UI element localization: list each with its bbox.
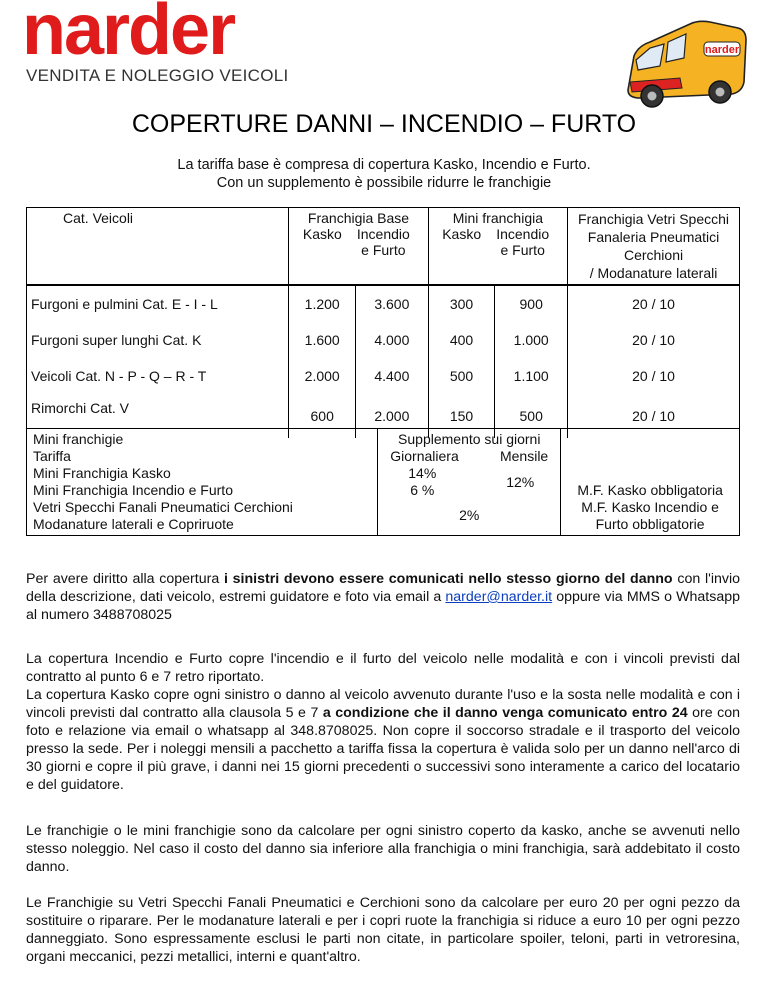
row-base-kasko: 1.200: [289, 285, 356, 322]
mini-vetri-label-1: Vetri Specchi Fanali Pneumatici Cerchioni: [33, 499, 293, 515]
row-category: Furgoni e pulmini Cat. E - I - L: [27, 285, 289, 322]
p1-text-a: Per avere diritto alla copertura: [26, 571, 224, 587]
header-franchigia-base-label: Franchigia Base: [307, 210, 410, 226]
pct-kasko: 14%: [408, 465, 437, 481]
row-mini-kasko: 400: [428, 322, 495, 358]
header-mini-incendio-1: Incendio: [496, 226, 550, 242]
mini-tariffa: Tariffa: [33, 448, 71, 464]
brand-tagline: VENDITA E NOLEGGIO VEICOLI: [26, 66, 289, 85]
row-mini-kasko: 500: [428, 358, 495, 394]
pct-mensile: 12%: [506, 474, 535, 490]
header-base-incendio-1: Incendio: [356, 226, 410, 242]
paragraph-comunicazione: [26, 570, 740, 624]
p1-text-c: oppure via MMS o Whatsapp al numero 3488708025: [26, 589, 740, 623]
mini-table-row: [27, 429, 740, 536]
header-vetri: [568, 208, 740, 286]
header-base-incendio: [351, 226, 415, 258]
note-incendio-1: M.F. Kasko Incendio e: [581, 499, 719, 515]
p2-text-b: La copertura Kasko copre ogni sinistro o danno al veicolo avvenuto durante l'uso e la sosta nelle modalità e con i vincoli previsti dal contratto alla clausola 5 e 7: [26, 687, 740, 721]
mini-left-column: [27, 429, 378, 536]
row-base-incendio: 3.600: [356, 285, 429, 322]
supplement-mensile: Mensile: [499, 448, 549, 464]
row-mini-incendio: 1.000: [495, 322, 568, 358]
header-mini-incendio: [491, 226, 555, 258]
supplement-title: Supplemento sui giorni: [398, 431, 541, 447]
intro-line-1: La tariffa base è compresa di copertura Kasko, Incendio e Furto.: [177, 157, 591, 173]
header-vetri-4: / Modanature laterali: [589, 265, 718, 281]
p1-text-b: con l'invio della descrizione, dati veicolo, estremi guidatore e foto via email a: [26, 571, 740, 605]
row-vetri: 20 / 10: [568, 394, 740, 438]
note-kasko: M.F. Kasko obbligatoria: [577, 482, 723, 498]
header-base-kasko: Kasko: [302, 226, 342, 242]
table-row: [27, 285, 740, 322]
row-base-kasko: 2.000: [289, 358, 356, 394]
header-mini-kasko: Kasko: [442, 226, 482, 242]
mini-incendio-label: Mini Franchigia Incendio e Furto: [33, 482, 233, 498]
paragraph-coperture: [26, 650, 740, 794]
van-illustration: [620, 12, 750, 117]
intro-line-2: Con un supplemento è possibile ridurre le franchigie: [216, 175, 552, 191]
header-mini-franchigia-label: Mini franchigia: [452, 210, 543, 226]
mini-heading: Mini franchigie: [33, 431, 124, 447]
header-mini-incendio-2: e Furto: [500, 242, 545, 258]
row-base-incendio: 4.000: [356, 322, 429, 358]
row-vetri: 20 / 10: [568, 358, 740, 394]
row-category: Rimorchi Cat. V: [27, 394, 289, 438]
table-row: [27, 322, 740, 358]
header-vetri-2: Fanaleria Pneumatici: [587, 229, 720, 245]
p2-text-a: La copertura Incendio e Furto copre l'incendio e il furto del veicolo nelle modalità e con i vincoli previsti dal contratto al punto 6 e 7 retro riportato.: [26, 651, 740, 685]
paragraph-vetri: Le Franchigie su Vetri Specchi Fanali Pneumatici e Cerchioni sono da calcolare per euro 20 per ogni pezzo da sostituire o riparare. Per le modanature laterali e per i copri ruote la franchigia si riduce a euro 10 per ogni pezzo danneggiato. Sono espressamente esclusi le parti non citate, in particolare spoiler, teloni, parti in vetroresina, organi meccanici, pezzi metallici, interni e quant'altro.: [26, 895, 740, 965]
pct-incendio: 6 %: [410, 482, 435, 498]
brand-wordmark: narder: [22, 0, 235, 70]
row-mini-incendio: 500: [495, 394, 568, 438]
header-base-incendio-2: e Furto: [361, 242, 406, 258]
p2-kasko: [26, 686, 740, 794]
row-category: Furgoni super lunghi Cat. K: [27, 322, 289, 358]
mini-franchigie-table: [26, 428, 740, 536]
narder-logo: [20, 0, 290, 88]
note-incendio-2: Furto obbligatorie: [595, 516, 705, 532]
row-mini-kasko: 150: [428, 394, 495, 438]
row-category: Veicoli Cat. N - P - Q – R - T: [27, 358, 289, 394]
intro-text: [0, 156, 768, 192]
pct-vetri: 2%: [459, 507, 480, 523]
header-vetri-3: Cerchioni: [623, 247, 684, 263]
mini-supplement-column: [378, 429, 561, 536]
header-vetri-1: Franchigia Vetri Specchi: [578, 211, 729, 227]
header-mini-franchigia: [428, 208, 567, 286]
mini-kasko-label: Mini Franchigia Kasko: [33, 465, 171, 481]
row-mini-incendio: 1.100: [495, 358, 568, 394]
email-link[interactable]: narder@narder.it: [445, 589, 553, 605]
row-vetri: 20 / 10: [568, 322, 740, 358]
rates-header-row: [27, 208, 740, 286]
header-franchigia-base: [289, 208, 428, 286]
row-base-incendio: 4.400: [356, 358, 429, 394]
row-base-kasko: 1.600: [289, 322, 356, 358]
row-vetri: 20 / 10: [568, 285, 740, 322]
row-mini-kasko: 300: [428, 285, 495, 322]
row-base-kasko: 600: [289, 394, 356, 438]
mini-notes-column: [561, 429, 740, 536]
mini-vetri-label-2: Modanature laterali e Copriruote: [33, 516, 234, 532]
row-mini-incendio: 900: [495, 285, 568, 322]
table-row: [27, 358, 740, 394]
row-base-incendio: 2.000: [356, 394, 429, 438]
page-title: COPERTURE DANNI – INCENDIO – FURTO: [131, 110, 637, 138]
rates-table: [26, 207, 740, 438]
header-category: Cat. Veicoli: [27, 208, 289, 286]
supplement-giornaliera: Giornaliera: [390, 448, 459, 464]
p2-bold: a condizione che il danno venga comunicato entro 24: [322, 705, 688, 721]
paragraph-franchigie: Le franchigie o le mini franchigie sono da calcolare per ogni sinistro coperto da kasko, anche se avvenuti nello stesso noleggio. Nel caso il costo del danno sia inferiore alla franchigia o mini franchigia, sarà addebitato il costo danno.: [26, 823, 740, 875]
p1-bold: i sinistri devono essere comunicati nello stesso giorno del danno: [223, 571, 673, 587]
van-logo-text: narder: [704, 44, 740, 56]
p2-text-c: ore con foto e relazione via email o whatsapp al 348.8708025. Non copre il soccorso stradale e il trasporto del veicolo presso la sede. Per i noleggi mensili a pacchetto a tariffa fissa la copertura è valida solo per un danno nell'arco di 30 giorni e copre il più grave, i danni nei 15 giorni precedenti o successivi sono interamente a carico del locatario e del guidatore.: [26, 705, 740, 793]
